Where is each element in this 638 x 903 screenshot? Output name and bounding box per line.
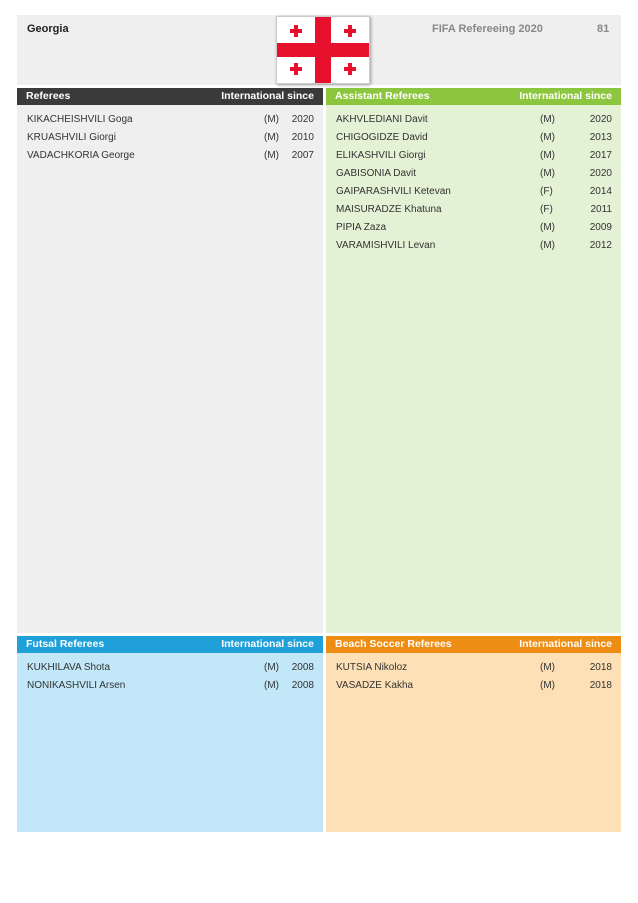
assistant-name: PIPIA Zaza: [336, 222, 387, 233]
beach-gender: (M): [540, 662, 555, 673]
assistant-gender: (F): [540, 204, 553, 215]
list-item: [326, 110, 621, 128]
list-item: [17, 128, 323, 146]
beach-year: 2018: [589, 680, 612, 691]
list-item: [17, 146, 323, 164]
referee-gender: (M): [264, 132, 279, 143]
list-item: [326, 200, 621, 218]
beach-soccer-referees-list: [326, 653, 621, 832]
list-item: [326, 146, 621, 164]
assistant-year: 2011: [590, 204, 612, 215]
beach-soccer-referees-panel: [326, 636, 621, 832]
page-number: 81: [597, 23, 610, 35]
referee-year: 2010: [291, 132, 314, 143]
assistant-gender: (M): [540, 168, 555, 179]
list-item: [17, 676, 323, 694]
assistant-year: 2017: [589, 150, 612, 161]
futsal-title: Futsal Referees: [26, 638, 105, 650]
assistant-gender: (M): [540, 114, 555, 125]
futsal-year: 2008: [291, 662, 314, 673]
beach-name: KUTSIA Nikoloz: [336, 662, 408, 673]
list-item: [326, 658, 621, 676]
referees-panel: [17, 88, 323, 633]
beach-title: Beach Soccer Referees: [335, 638, 452, 650]
assistant-year: 2020: [589, 168, 612, 179]
futsal-referees-list: [17, 653, 323, 832]
list-item: [326, 182, 621, 200]
publication-title: FIFA Refereeing 2020: [432, 23, 543, 35]
assistant-gender: (F): [540, 186, 553, 197]
beach-since-label: International since: [519, 638, 612, 650]
futsal-name: KUKHILAVA Shota: [27, 662, 111, 673]
beach-gender: (M): [540, 680, 555, 691]
assistant-year: 2013: [589, 132, 612, 143]
assistant-referees-panel: [326, 88, 621, 633]
futsal-since-label: International since: [221, 638, 314, 650]
referee-year: 2020: [291, 114, 314, 125]
referee-name: KRUASHVILI Giorgi: [27, 132, 116, 143]
referees-since-label: International since: [221, 90, 314, 102]
beach-name: VASADZE Kakha: [336, 680, 414, 691]
assistant-name: GABISONIA Davit: [336, 168, 417, 179]
assistant-name: CHIGOGIDZE David: [336, 132, 428, 143]
list-item: [326, 128, 621, 146]
referee-year: 2007: [291, 150, 314, 161]
futsal-header-bar: [17, 636, 323, 653]
futsal-gender: (M): [264, 680, 279, 691]
assistant-year: 2014: [589, 186, 612, 197]
assistant-year: 2009: [589, 222, 612, 233]
country-name: Georgia: [27, 23, 69, 35]
assistant-name: VARAMISHVILI Levan: [336, 240, 436, 251]
assistant-gender: (M): [540, 132, 555, 143]
assistant-name: AKHVLEDIANI Davit: [336, 114, 428, 125]
list-item: [326, 164, 621, 182]
list-item: [17, 658, 323, 676]
referee-gender: (M): [264, 114, 279, 125]
beach-year: 2018: [589, 662, 612, 673]
referees-header-bar: [17, 88, 323, 105]
futsal-name: NONIKASHVILI Arsen: [27, 680, 126, 691]
assistant-name: ELIKASHVILI Giorgi: [336, 150, 426, 161]
beach-header-bar: [326, 636, 621, 653]
assistant-referees-list: [326, 105, 621, 633]
assistant-gender: (M): [540, 240, 555, 251]
assistant-since-label: International since: [519, 90, 612, 102]
assistant-title: Assistant Referees: [335, 90, 430, 102]
list-item: [326, 676, 621, 694]
assistant-year: 2012: [589, 240, 612, 251]
futsal-year: 2008: [291, 680, 314, 691]
futsal-referees-panel: [17, 636, 323, 832]
list-item: [326, 218, 621, 236]
list-item: [17, 110, 323, 128]
assistant-header-bar: [326, 88, 621, 105]
assistant-gender: (M): [540, 222, 555, 233]
referee-name: VADACHKORIA George: [27, 150, 135, 161]
assistant-year: 2020: [589, 114, 612, 125]
assistant-name: GAIPARASHVILI Ketevan: [336, 186, 451, 197]
referee-name: KIKACHEISHVILI Goga: [27, 114, 133, 125]
assistant-gender: (M): [540, 150, 555, 161]
futsal-gender: (M): [264, 662, 279, 673]
referees-list: [17, 105, 323, 633]
assistant-name: MAISURADZE Khatuna: [336, 204, 442, 215]
referees-title: Referees: [26, 90, 71, 102]
referee-gender: (M): [264, 150, 279, 161]
list-item: [326, 236, 621, 254]
georgia-flag-icon: [276, 16, 370, 84]
